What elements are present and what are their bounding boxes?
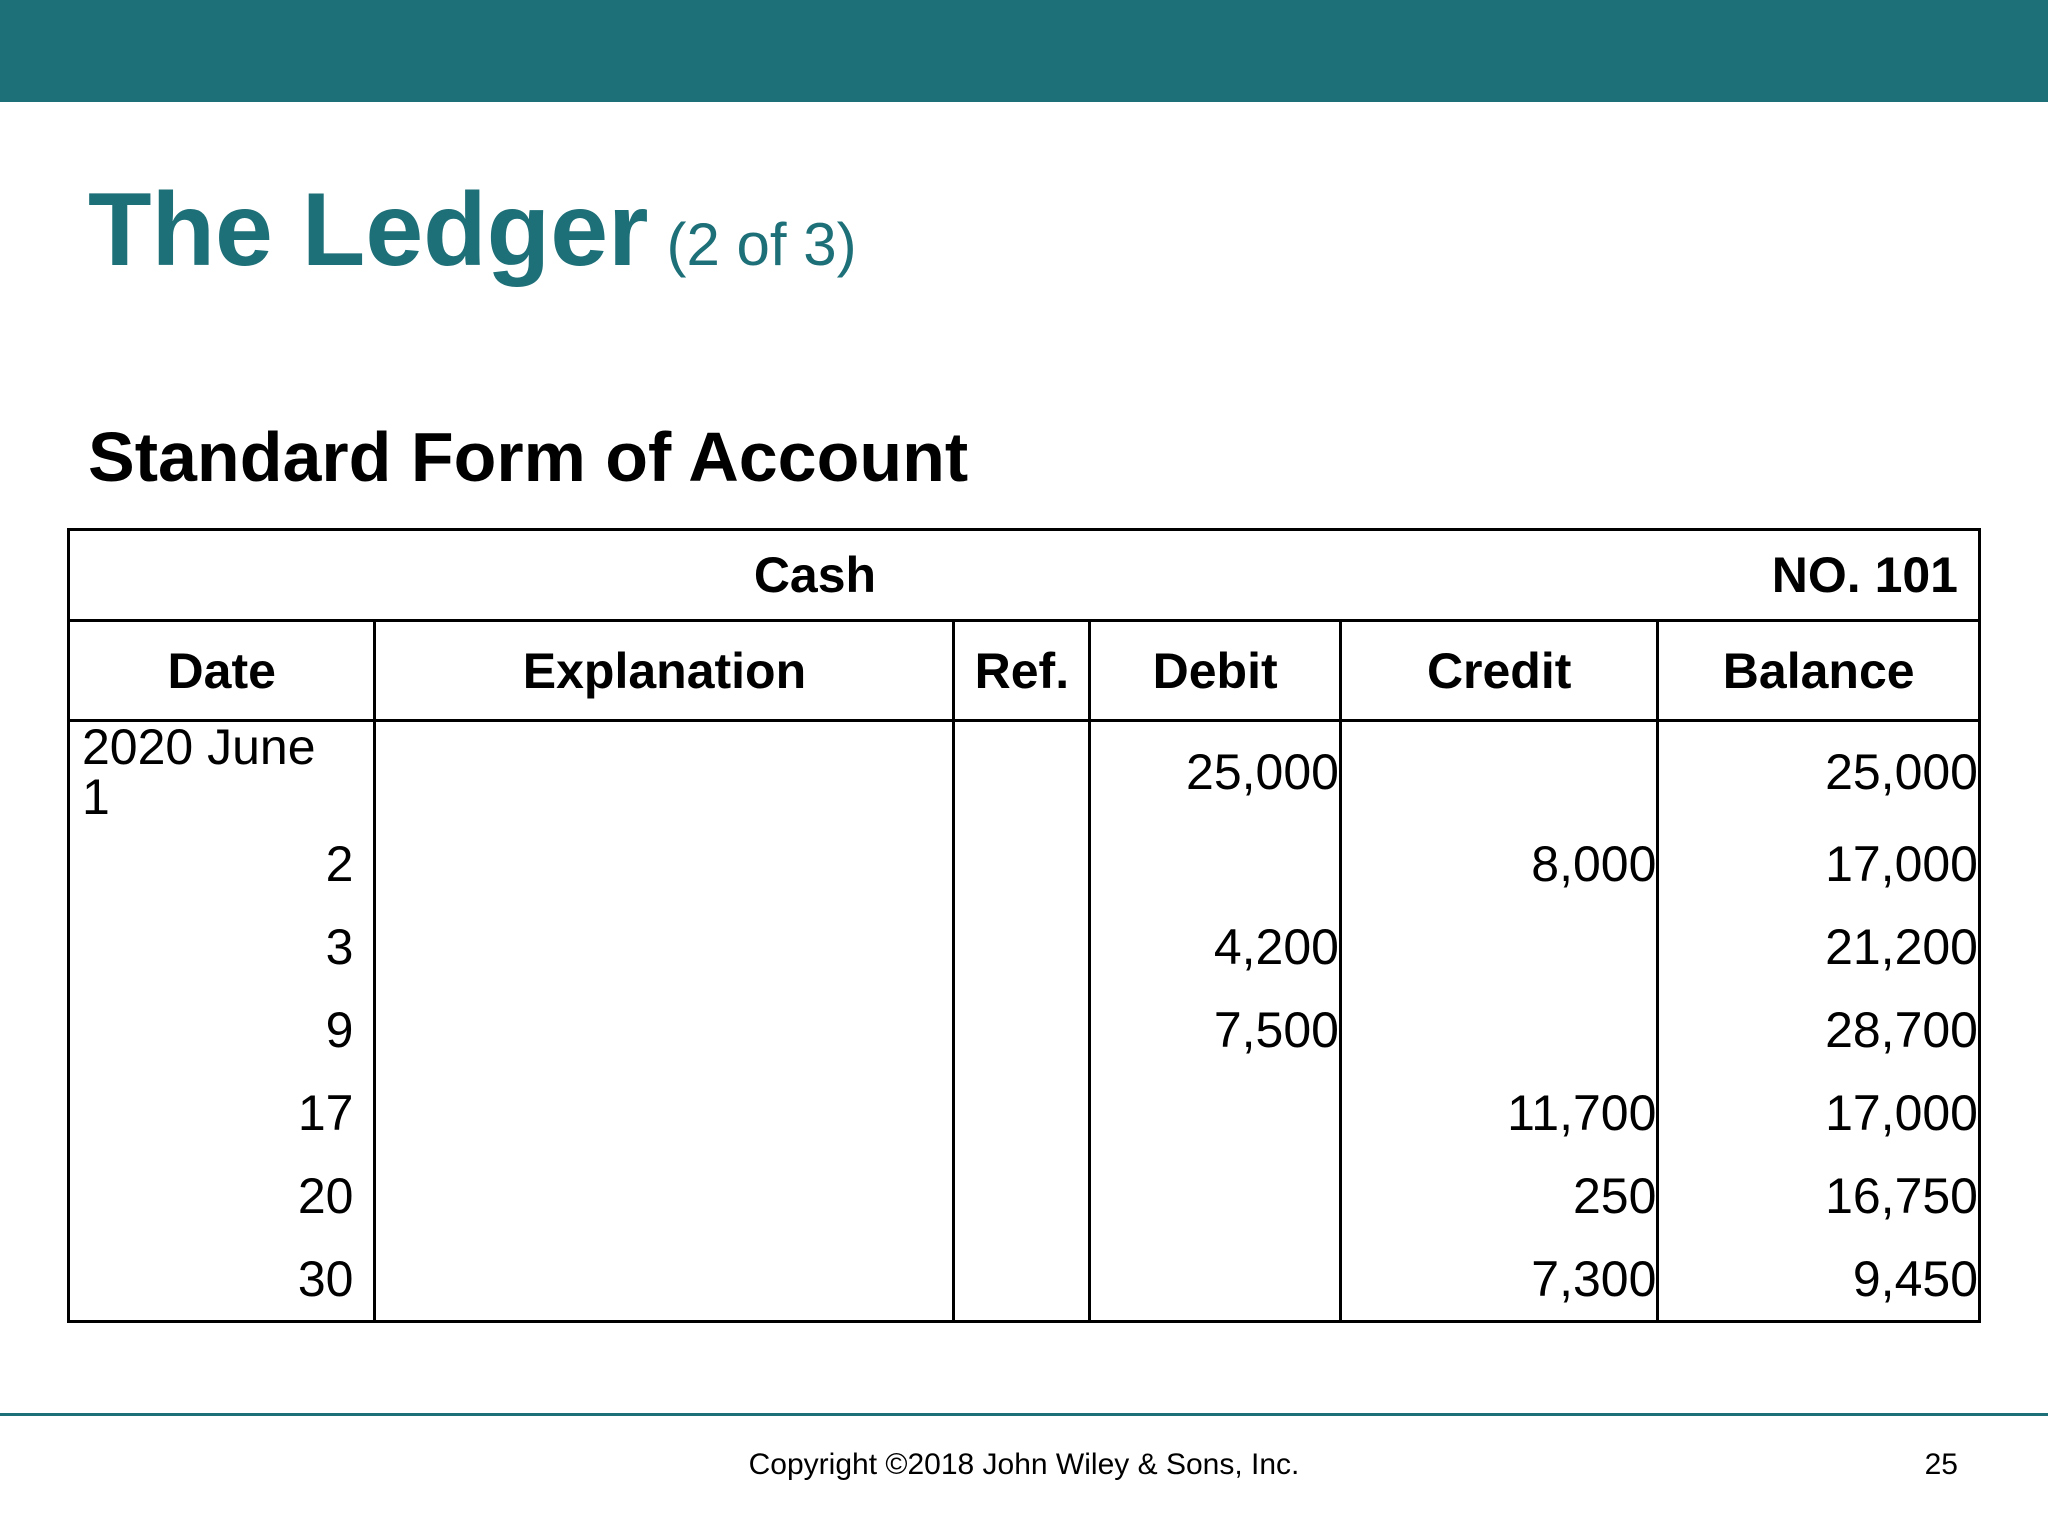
- account-name: Cash: [753, 547, 877, 603]
- ledger-row: [69, 988, 1980, 1071]
- column-header-ref: Ref.: [954, 621, 1090, 721]
- top-banner: [0, 0, 2048, 102]
- ledger-cell-explanation: [375, 1154, 954, 1237]
- ledger-cell-balance: 17,000: [1825, 1084, 1978, 1141]
- ledger-cell-credit: [1340, 988, 1657, 1071]
- account-header-row: [69, 530, 1980, 621]
- ledger-cell-balance: 28,700: [1825, 1001, 1978, 1058]
- ledger-cell-balance: 9,450: [1852, 1250, 1978, 1307]
- ledger-cell-explanation: [375, 905, 954, 988]
- ledger-row: [69, 1154, 1980, 1237]
- ledger-cell-balance: 17,000: [1825, 835, 1978, 892]
- ledger-cell-balance: 16,750: [1825, 1167, 1978, 1224]
- ledger-row: [69, 1237, 1980, 1322]
- ledger-cell-ref: [954, 905, 1090, 988]
- ledger-cell-date: 20: [69, 1154, 375, 1237]
- ledger-cell-credit: 7,300: [1340, 1237, 1657, 1322]
- footer-copyright: Copyright ©2018 John Wiley & Sons, Inc.: [748, 1448, 1300, 1481]
- ledger-table: [67, 528, 1981, 1323]
- column-header-credit: Credit: [1340, 621, 1657, 721]
- ledger-cell-debit: [1090, 1154, 1341, 1237]
- ledger-cell-debit: [1090, 822, 1341, 905]
- ledger-cell-credit: 8,000: [1340, 822, 1657, 905]
- ledger-cell-ref: [954, 721, 1090, 823]
- ledger-cell-date: 3: [69, 905, 375, 988]
- ledger-cell-ref: [954, 1237, 1090, 1322]
- ledger-cell-credit: [1340, 721, 1657, 823]
- ledger-cell-explanation: [375, 1071, 954, 1154]
- column-header-debit: Debit: [1090, 621, 1341, 721]
- ledger-cell-debit: [1090, 1071, 1341, 1154]
- ledger-cell-date: 9: [69, 988, 375, 1071]
- ledger-cell-credit: 11,700: [1340, 1071, 1657, 1154]
- account-number: NO. 101: [1658, 530, 1980, 621]
- ledger-cell-debit: 25,000: [1090, 721, 1341, 823]
- ledger-cell-explanation: [375, 988, 954, 1071]
- ledger-cell-credit: 250: [1340, 1154, 1657, 1237]
- page-number: 25: [1924, 1448, 1958, 1481]
- footer-divider: [0, 1413, 2048, 1416]
- ledger-body: [69, 721, 1980, 1322]
- ledger-cell-debit: [1090, 1237, 1341, 1322]
- slide-title-part: (2 of 3): [666, 211, 857, 278]
- ledger-cell-debit: 7,500: [1090, 988, 1341, 1071]
- ledger-cell-ref: [954, 1154, 1090, 1237]
- ledger-cell-explanation: [375, 822, 954, 905]
- ledger-row: [69, 721, 1980, 823]
- ledger-cell-explanation: [375, 1237, 954, 1322]
- column-header-row: [69, 621, 1980, 721]
- column-header-balance: Balance: [1658, 621, 1980, 721]
- ledger-cell-explanation: [375, 721, 954, 823]
- ledger-cell-date: 17: [69, 1071, 375, 1154]
- ledger-row: [69, 905, 1980, 988]
- ledger-cell-ref: [954, 822, 1090, 905]
- ledger-cell-debit: 4,200: [1090, 905, 1341, 988]
- column-header-date: Date: [69, 621, 375, 721]
- slide-title-main: The Ledger: [88, 172, 649, 288]
- ledger-cell-ref: [954, 1071, 1090, 1154]
- ledger-cell-date: 30: [69, 1237, 375, 1322]
- ledger-cell-credit: [1340, 905, 1657, 988]
- ledger-cell-date: 2: [69, 822, 375, 905]
- ledger-cell-balance: 21,200: [1825, 918, 1978, 975]
- account-name-cell: [69, 530, 954, 621]
- ledger-row: [69, 822, 1980, 905]
- column-header-explanation: Explanation: [375, 621, 954, 721]
- slide-subtitle: Standard Form of Account: [88, 418, 969, 496]
- ledger-cell-date: 2020 June 1: [69, 721, 375, 823]
- ledger-cell-ref: [954, 988, 1090, 1071]
- ledger-cell-balance: 25,000: [1825, 744, 1978, 800]
- slide-title: [88, 172, 857, 298]
- ledger-row: [69, 1071, 1980, 1154]
